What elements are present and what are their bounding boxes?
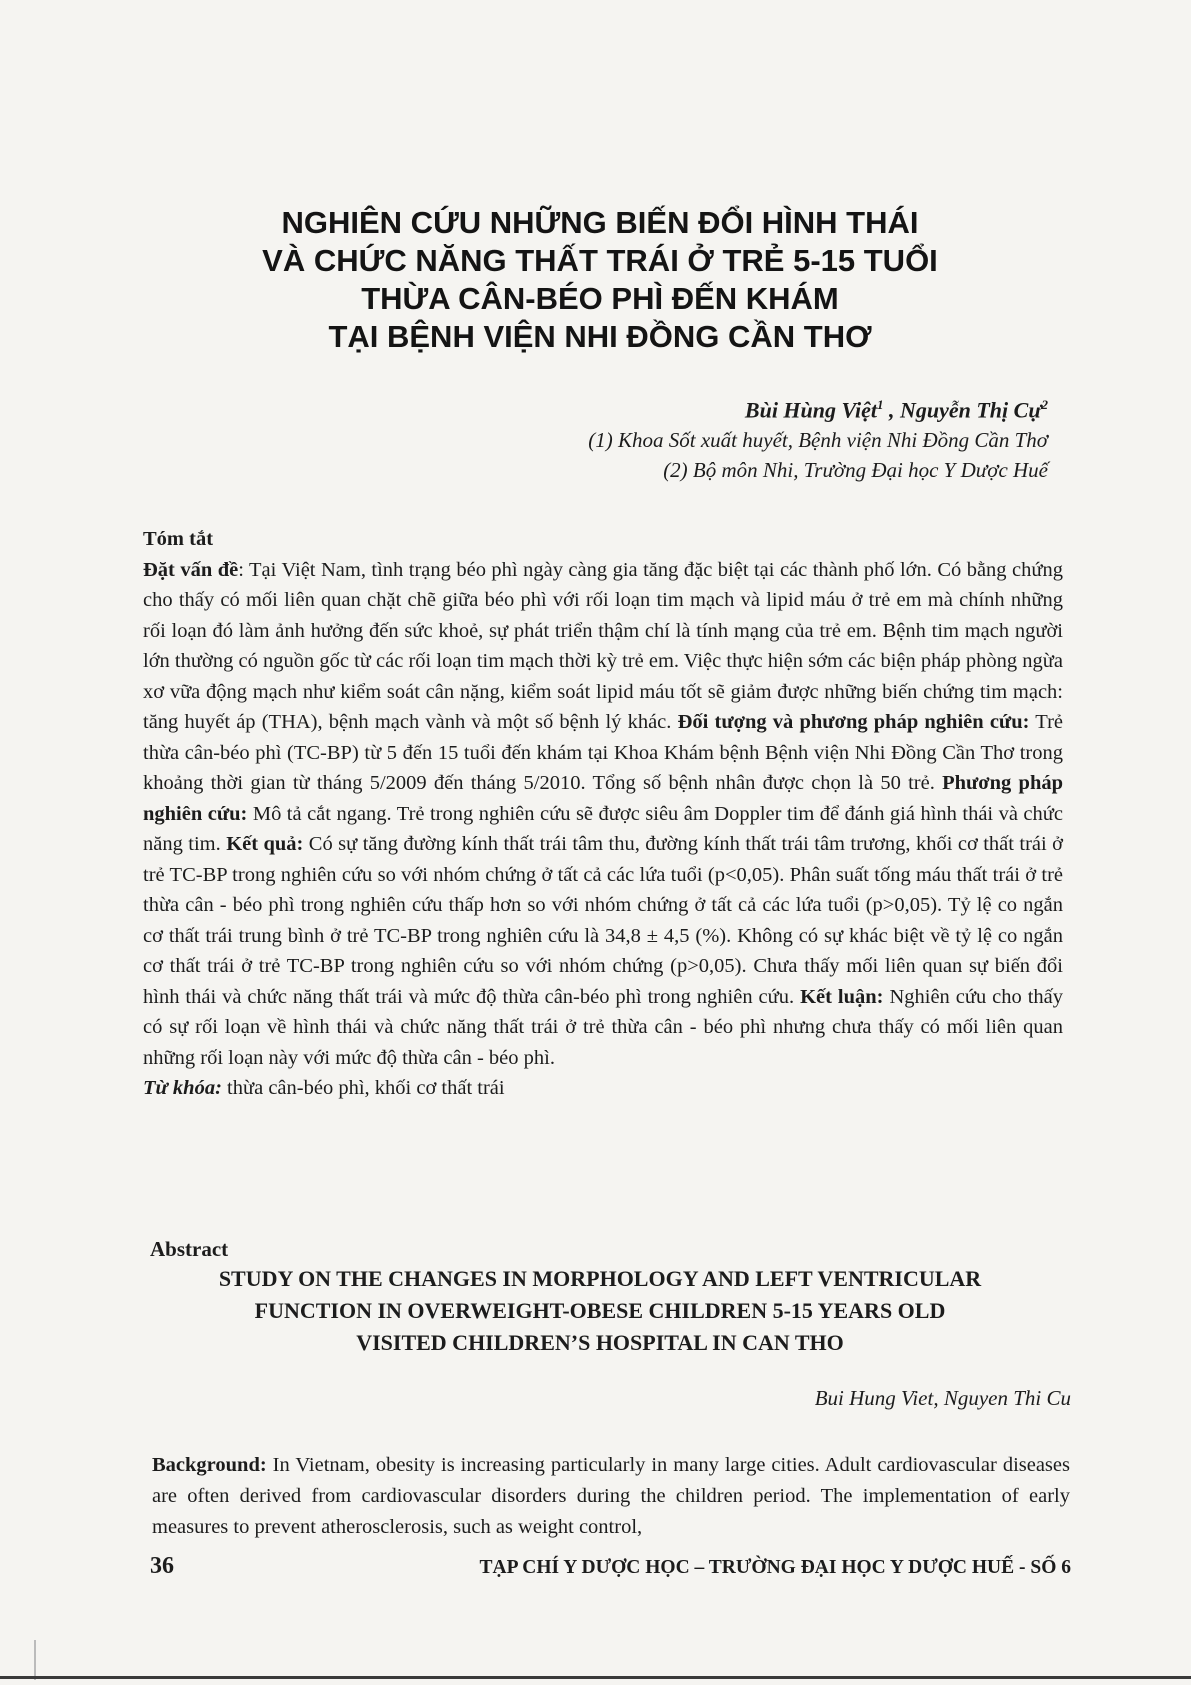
author-names [588,390,1048,425]
subjects-methods-label: Đối tượng và phương pháp nghiên cứu: [677,711,1030,733]
page-footer [150,1553,1071,1580]
abstract-vn [143,524,1063,1104]
en-authors: Bui Hung Viet, Nguyen Thi Cu [814,1386,1071,1410]
title-line-3: THỪA CÂN-BÉO PHÌ ĐẾN KHÁM [361,281,839,316]
title-line-1: NGHIÊN CỨU NHỮNG BIẾN ĐỔI HÌNH THÁI [281,205,919,240]
affiliation-2: (2) Bộ môn Nhi, Trường Đại học Y Dược Huế [663,458,1048,483]
article-title-en [150,1263,1050,1359]
author-separator: , [883,397,900,423]
en-title-line-1: STUDY ON THE CHANGES IN MORPHOLOGY AND LEFT VENTRICULAR [218,1266,982,1291]
abstract-en-heading: Abstract [150,1237,229,1261]
keywords-text: thừa cân-béo phì, khối cơ thất trái [221,1077,505,1099]
background-label-vn: Đặt vấn đề [143,558,239,581]
author-2-sup: 2 [1041,397,1048,412]
abstract-vn-heading: Tóm tắt [143,528,214,550]
methods-text: Mô tả cắt ngang. Trẻ trong nghiên cứu sẽ được siêu âm Doppler tim để đánh giá hình thái và chức năng tim. [143,802,1063,855]
article-title-vn [150,204,1050,356]
abstract-en [152,1450,1070,1543]
title-line-2: VÀ CHỨC NĂNG THẤT TRÁI Ở TRẺ 5-15 TUỔI [262,243,938,278]
background-text-vn: : Tại Việt Nam, tình trạng béo phì ngày càng gia tăng đặc biệt tại các thành phố lớn. Có bằng chứng cho thấy có mối liên quan chặt chẽ giữa béo phì với rối loạn tim mạch và lipid máu ở trẻ em mà chính những rối loạn đó làm ảnh hưởng đến sức khoẻ, sự phát triển thậm chí là tính mạng của trẻ em. Bệnh tim mạch người lớn thường có nguồn gốc từ các rối loạn tim mạch thời kỳ trẻ em. Việc thực hiện sớm các biện pháp phòng ngừa xơ vữa động mạch như kiểm soát cân nặng, kiểm soát lipid máu tốt sẽ giảm được những biến chứng tim mạch: tăng huyết áp (THA), bệnh mạch vành và một số bệnh lý khác. [143,558,1063,733]
affiliation-1: (1) Khoa Sốt xuất huyết, Bệnh viện Nhi Đồng Cần Thơ [588,428,1048,453]
author-1-sup: 1 [876,397,884,412]
author-2: Nguyễn Thị Cự [899,397,1042,423]
subjects-methods-text: Trẻ thừa cân-béo phì (TC-BP) từ 5 đến 15 tuổi đến khám tại Khoa Khám bệnh Bệnh viện Nhi Đồng Cần Thơ trong khoảng thời gian từ tháng 5/2009 đến tháng 5/2010. Tổng số bệnh nhân được chọn là 50 trẻ. [143,711,1064,794]
scan-margin-mark [34,1640,36,1680]
conclusion-text: Nghiên cứu cho thấy có sự rối loạn về hình thái và chức năng thất trái ở trẻ thừa cân - béo phì nhưng chưa thấy có mối liên quan những rối loạn này với mức độ thừa cân - béo phì. [143,985,1064,1069]
results-label: Kết quả: [226,833,304,855]
conclusion-label: Kết luận: [800,985,884,1008]
title-line-4: TẠI BỆNH VIỆN NHI ĐỒNG CẦN THƠ [328,319,872,354]
background-text-en: In Vietnam, obesity is increasing particularly in many large cities. Adult cardiovascular diseases are often derived from cardiovascular disorders during the children period. The implementation of early measures to prevent atherosclerosis, such as weight control, [152,1454,1070,1538]
bottom-rule [0,1676,1191,1679]
author-block [588,390,1048,485]
keywords [143,1073,1063,1104]
methods-label: Phương pháp nghiên cứu: [143,772,1064,825]
en-title-line-3: VISITED CHILDREN’S HOSPITAL IN CAN THO [356,1330,844,1355]
en-title-line-2: FUNCTION IN OVERWEIGHT-OBESE CHILDREN 5-15 YEARS OLD [254,1298,946,1323]
journal-name: TẠP CHÍ Y DƯỢC HỌC – TRƯỜNG ĐẠI HỌC Y DƯỢC HUẾ - SỐ 6 [479,1557,1071,1578]
author-1: Bùi Hùng Việt [744,397,877,423]
abstract-en-body [152,1450,1070,1543]
abstract-vn-body [143,555,1063,1074]
page-number: 36 [150,1553,174,1579]
keywords-label: Từ khóa: [143,1077,222,1099]
results-text: Có sự tăng đường kính thất trái tâm thu, đường kính thất trái tâm trương, khối cơ thất trái ở trẻ TC-BP trong nghiên cứu so với nhóm chứng ở tất cả các lứa tuổi (p<0,05). Phân suất tống máu thất trái ở trẻ thừa cân - béo phì trong nghiên cứu thấp hơn so với nhóm chứng ở tất cả các lứa tuổi (p>0,05). Tỷ lệ co ngắn cơ thất trái trung bình ở trẻ TC-BP trong nghiên cứu là 34,8 ± 4,5 (%). Không có sự khác biệt về tỷ lệ co ngắn cơ thất trái ở trẻ TC-BP trong nghiên cứu so với nhóm chứng (p>0,05). Chưa thấy mối liên quan sự biến đổi hình thái và chức năng thất trái và mức độ thừa cân-béo phì trong nghiên cứu. [143,833,1063,1008]
background-label-en: Background: [152,1454,267,1476]
